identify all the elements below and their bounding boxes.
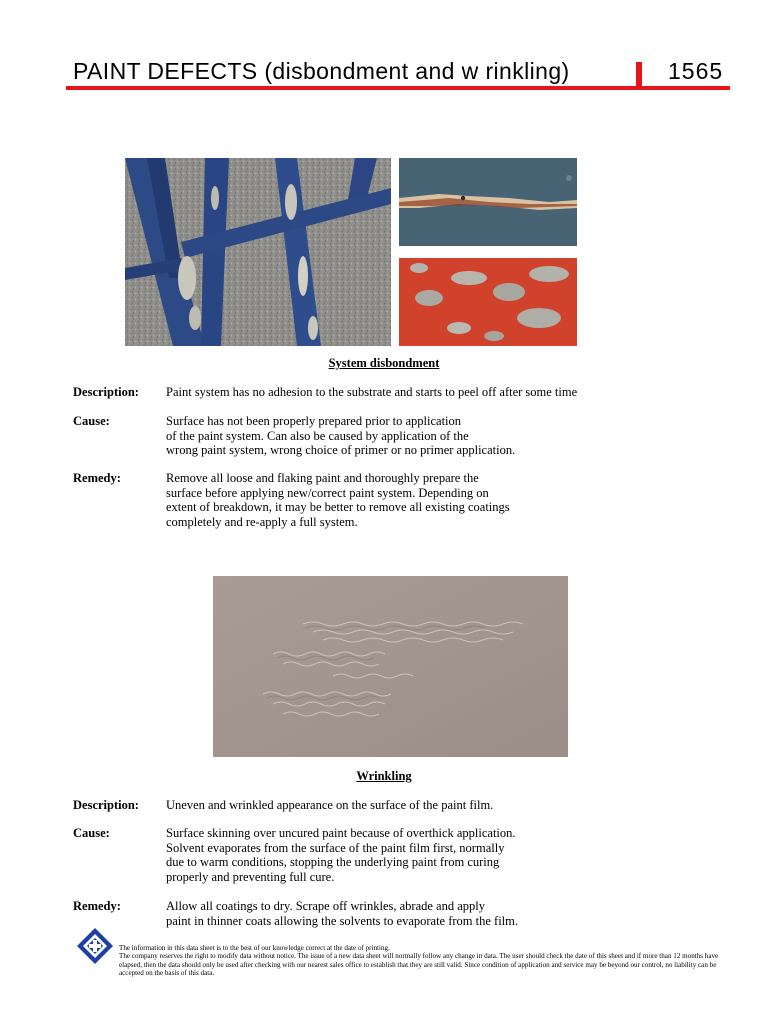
red-paint-flaking-photo	[399, 258, 577, 346]
header-rule-tick	[636, 62, 642, 90]
wrinkling-cause-label: Cause:	[73, 826, 110, 840]
disbondment-remedy-text: Remove all loose and flaking paint and thoroughly prepare the surface before applying new/correct paint system. Depending on extent of breakdown, it may be better to remove all existing coatings completely and re-apply a full system.	[166, 471, 510, 529]
wrinkling-remedy-label: Remedy:	[73, 899, 121, 913]
disbondment-description-label: Description:	[73, 385, 139, 399]
wrinkling-description-text: Uneven and wrinkled appearance on the surface of the paint film.	[166, 798, 494, 812]
wrinkling-remedy-text: Allow all coatings to dry. Scrape off wrinkles, abrade and apply paint in thinner coats allowing the solvents to evaporate from the film.	[166, 899, 518, 928]
wrinkling-photo	[213, 576, 568, 757]
railing-disbondment-photo	[125, 158, 391, 346]
page-title: PAINT DEFECTS (disbondment and w rinkling)	[73, 58, 570, 84]
disbondment-description-text: Paint system has no adhesion to the substrate and starts to peel off after some time	[166, 385, 578, 399]
footer-disclaimer: The information in this data sheet is to the best of our knowledge correct at the date of printing. The company reserves the right to modify data without notice. The issue of a new data sheet will normally follow any change in data. The user should check the date of this sheet and if more than 12 months have elapsed, then the data should only be used after checking with our nearest sales office to establish that they are still valid. Since condition of application and service may be beyond our control, no liability can be accepted on the basis of this data.	[119, 944, 719, 978]
disbondment-cause-label: Cause:	[73, 414, 110, 428]
wrinkling-cause-text: Surface skinning over uncured paint because of overthick application. Solvent evaporates from the surface of the paint film first, normally due to warm conditions, stopping the underlying paint from curing properly and preventing full cure.	[166, 826, 516, 884]
steel-peeling-edge-photo	[399, 158, 577, 246]
disbondment-caption: System disbondment	[328, 356, 440, 370]
wrinkling-caption: Wrinkling	[356, 769, 412, 783]
document-number: 1565	[668, 58, 724, 84]
company-logo-icon	[77, 928, 113, 964]
disbondment-remedy-label: Remedy:	[73, 471, 121, 485]
wrinkling-description-label: Description:	[73, 798, 139, 812]
disbondment-cause-text: Surface has not been properly prepared prior to application of the paint system. Can also be caused by application of the wrong paint system, wrong choice of primer or no primer application.	[166, 414, 516, 458]
header-rule	[66, 86, 730, 90]
